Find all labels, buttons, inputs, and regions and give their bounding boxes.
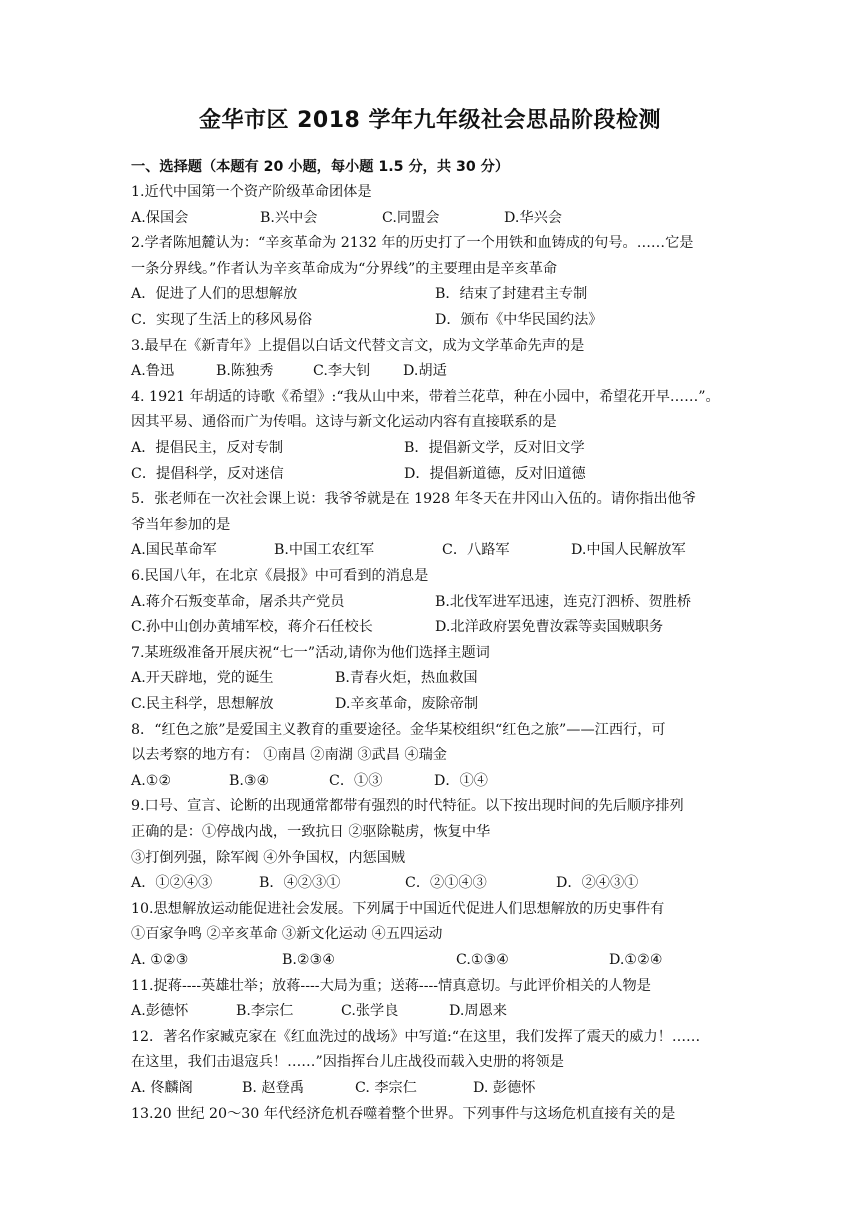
answer-option: B.青春火炬，热血救国 (335, 670, 478, 687)
answer-option: B.李宗仁 (236, 1003, 294, 1020)
question-text: 13.20 世纪 20～30 年代经济危机吞噬着整个世界。下列事件与这场危机直接有关的是 (131, 1105, 676, 1122)
question-text: 3.最早在《新青年》上提倡以白话文代替文言文，成为文学革命先声的是 (131, 337, 585, 354)
answer-option: C．实现了生活上的移风易俗 (131, 312, 313, 328)
section-heading: 一、选择题（本题有 20 小题，每小题 1.5 分，共 30 分） (131, 159, 510, 175)
answer-option: B.③④ (229, 772, 270, 789)
answer-option: D．②④③① (556, 875, 639, 892)
question-text: 9.口号、宣言、论断的出现通常都带有强烈的时代特征。以下按出现时间的先后顺序排列 (131, 798, 684, 815)
answer-option: A．促进了人们的思想解放 (131, 286, 298, 303)
question-text: 爷当年参加的是 (131, 516, 231, 533)
answer-option: B.兴中会 (260, 209, 318, 226)
answer-option: B.陈独秀 (216, 363, 274, 380)
question-text: 一条分界线。”作者认为辛亥革命成为“分界线”的主要理由是辛亥革命 (131, 260, 558, 277)
answer-option: A. ①②③ (131, 952, 189, 968)
question-text: 6.民国八年，在北京《晨报》中可看到的消息是 (131, 568, 429, 584)
answer-option: C.张学良 (341, 1003, 399, 1020)
answer-option: D.辛亥革命，废除帝制 (335, 696, 479, 712)
question-text: 12．著名作家臧克家在《红血洗过的战场》中写道:“在这里，我们发挥了震天的威力！…… (131, 1028, 701, 1045)
answer-option: A.国民革命军 (131, 542, 217, 559)
answer-option: C.民主科学，思想解放 (131, 696, 274, 712)
answer-option: C．②①④③ (405, 875, 487, 892)
answer-option: A．提倡民主，反对专制 (131, 440, 284, 456)
answer-option: D.①②④ (609, 952, 663, 968)
question-text: 以去考察的地方有： ①南昌 ②南湖 ③武昌 ④瑞金 (131, 747, 447, 764)
answer-option: C.同盟会 (382, 209, 440, 226)
question-text: 2.学者陈旭麓认为：“辛亥革命为 2132 年的历史打了一个用铁和血铸成的句号。……它是 (131, 235, 694, 252)
answer-option: C．①③ (329, 772, 383, 789)
answer-option: B. 赵登禹 (242, 1080, 305, 1096)
question-text: ①百家争鸣 ②辛亥革命 ③新文化运动 ④五四运动 (131, 926, 443, 943)
question-text: ③打倒列强，除军阀 ④外争国权，内惩国贼 (131, 849, 406, 866)
question-text: 1.近代中国第一个资产阶级革命团体是 (131, 184, 372, 200)
answer-option: D．①④ (434, 772, 488, 789)
answer-option: C.李大钊 (313, 363, 371, 380)
question-text: 7.某班级准备开展庆祝“七一”活动,请你为他们选择主题词 (131, 644, 490, 661)
answer-option: D.华兴会 (504, 209, 562, 226)
answer-option: B.北伐军进军迅速，连克汀泗桥、贺胜桥 (435, 593, 692, 610)
answer-option: C. 李宗仁 (355, 1080, 417, 1096)
question-text: 因其平易、通俗而广为传唱。这诗与新文化运动内容有直接联系的是 (131, 414, 557, 431)
answer-option: D. 彭德怀 (473, 1080, 536, 1096)
answer-option: B.②③④ (282, 952, 336, 968)
answer-option: A.①② (131, 772, 172, 789)
answer-option: B．④②③① (259, 875, 341, 892)
question-text: 在这里，我们击退寇兵！……”因指挥台儿庄战役而载入史册的将领是 (131, 1054, 564, 1071)
question-text: 正确的是：①停战内战，一致抗日 ②驱除鞑虏，恢复中华 (131, 824, 491, 840)
answer-option: B．结束了封建君主专制 (435, 286, 588, 303)
question-text: 10.思想解放运动能促进社会发展。下列属于中国近代促进人们思想解放的历史事件有 (131, 900, 665, 917)
answer-option: D．颁布《中华民国约法》 (435, 312, 603, 328)
answer-option: A.保国会 (131, 209, 189, 226)
answer-option: A.蒋介石叛变革命，屠杀共产党员 (131, 593, 345, 610)
answer-option: C.孙中山创办黄埔军校，蒋介石任校长 (131, 619, 373, 636)
question-text: 5．张老师在一次社会课上说：我爷爷就是在 1928 年冬天在井冈山入伍的。请你指出他爷 (131, 491, 696, 508)
answer-option: D.周恩来 (449, 1003, 507, 1020)
question-text: 8．“红色之旅”是爱国主义教育的重要途径。金华某校组织“红色之旅”——江西行，可 (131, 721, 666, 738)
answer-option: B.中国工农红军 (274, 542, 375, 559)
answer-option: D.胡适 (403, 363, 447, 380)
answer-option: A．①②④③ (131, 875, 213, 892)
answer-option: A.彭德怀 (131, 1003, 189, 1020)
answer-option: D．提倡新道德，反对旧道德 (404, 465, 586, 482)
answer-option: A. 佟麟阁 (131, 1080, 193, 1096)
answer-option: A.鲁迅 (131, 363, 175, 380)
answer-option: C.①③④ (456, 952, 510, 968)
question-text: 11.捉蒋----英雄壮举；放蒋----大局为重；送蒋----情真意切。与此评价相关的人物是 (131, 977, 651, 994)
answer-option: C．八路军 (442, 542, 510, 559)
question-text: 4. 1921 年胡适的诗歌《希望》:“我从山中来，带着兰花草，种在小园中，希望花开早……”。 (131, 388, 720, 405)
answer-option: A.开天辟地，党的诞生 (131, 670, 274, 687)
answer-option: C．提倡科学，反对迷信 (131, 465, 284, 482)
answer-option: D.中国人民解放军 (571, 542, 686, 559)
page-title: 金华市区 2018 学年九年级社会思品阶段检测 (198, 108, 662, 133)
answer-option: D.北洋政府罢免曹汝霖等卖国贼职务 (435, 619, 664, 636)
answer-option: B．提倡新文学，反对旧文学 (404, 440, 585, 456)
